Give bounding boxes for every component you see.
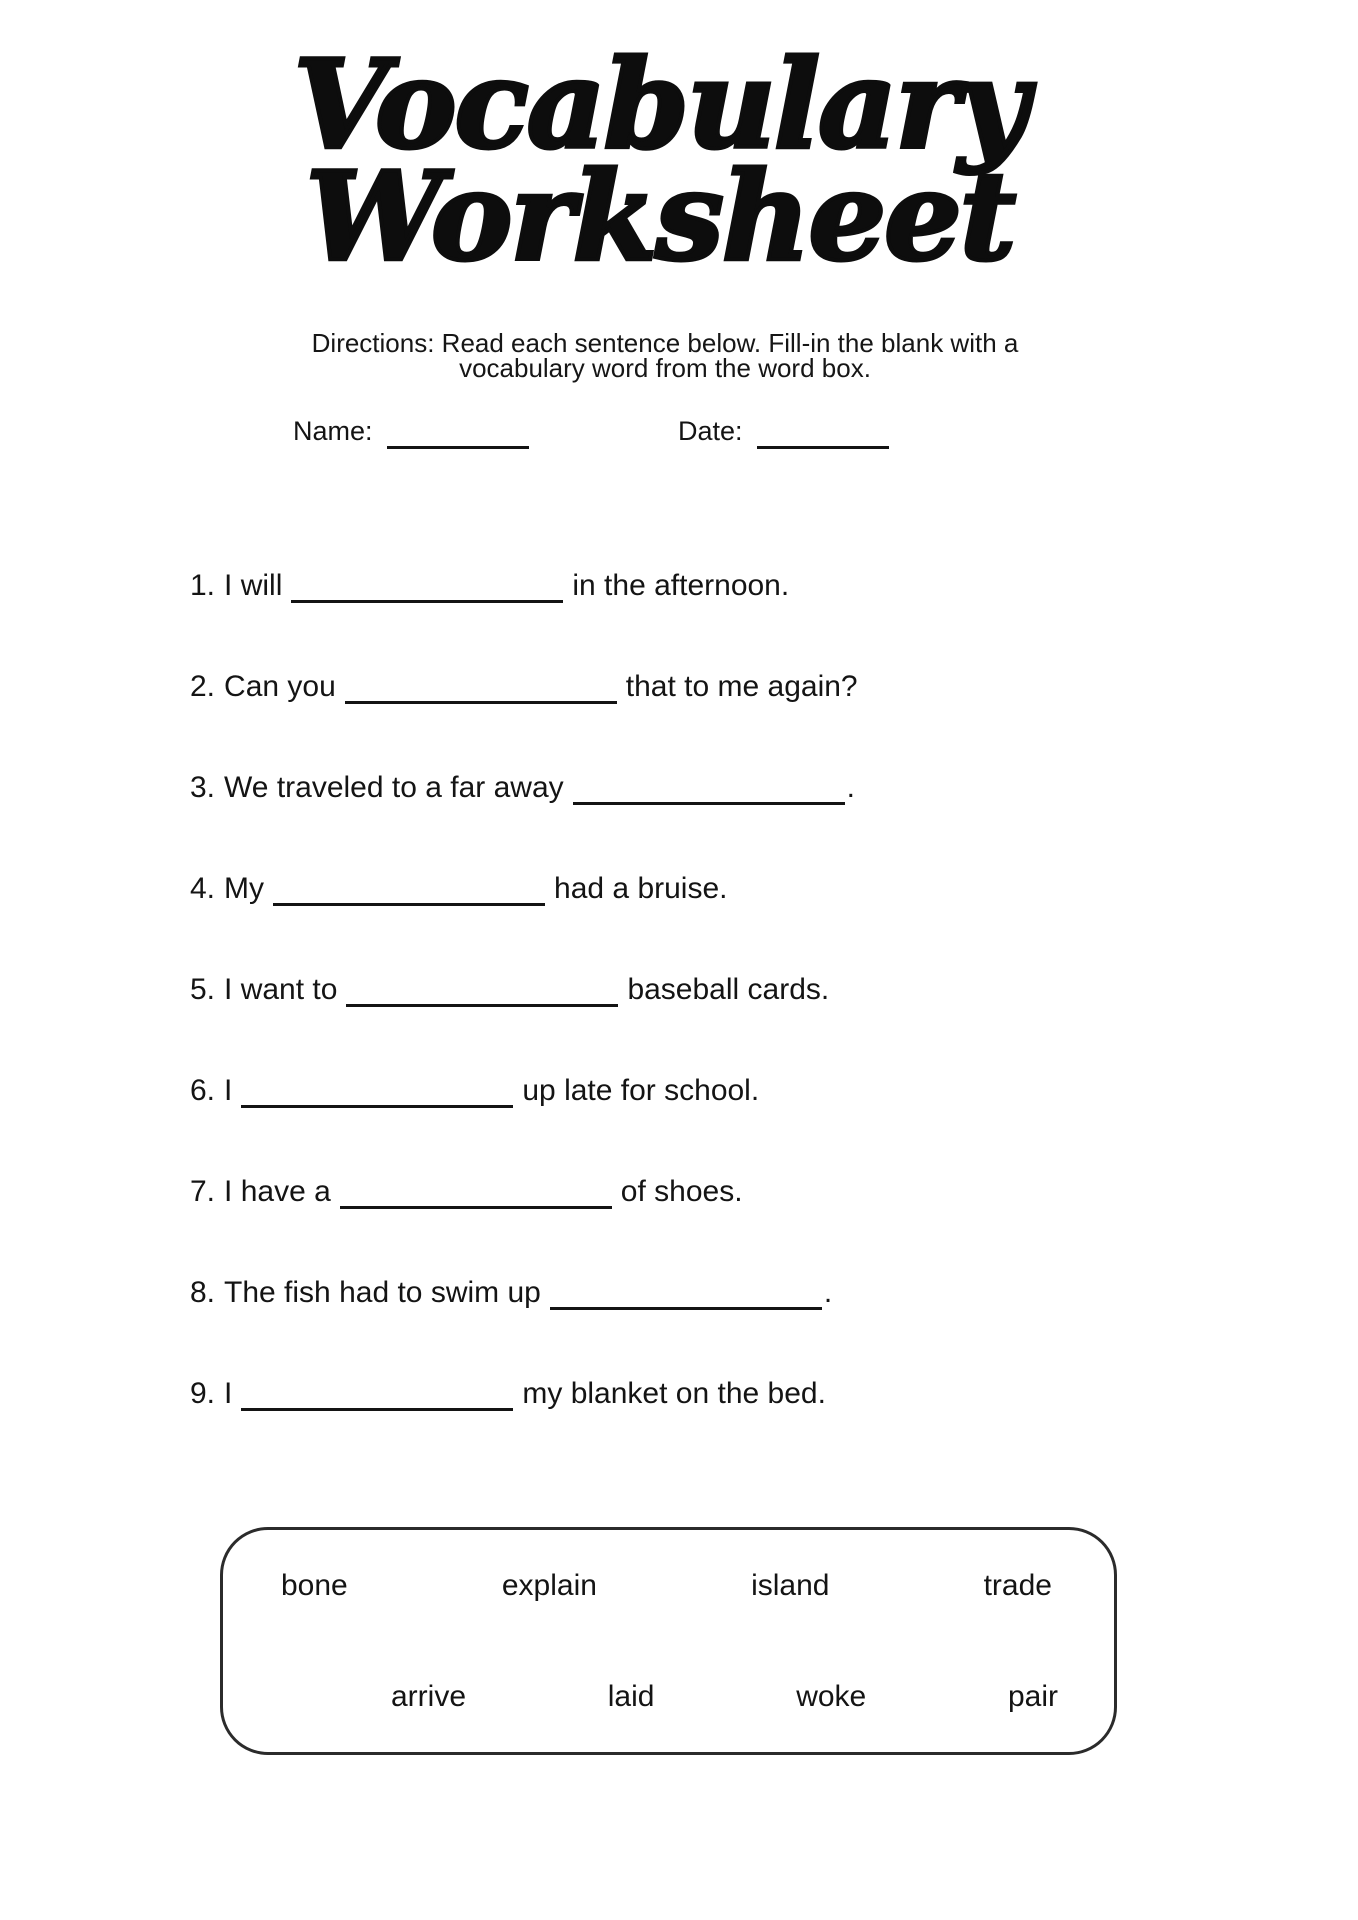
date-field — [678, 416, 889, 449]
sentence-list — [190, 535, 1338, 1444]
sentence-text-before: My — [224, 871, 265, 905]
word-box-row-1 — [223, 1530, 1114, 1641]
sentence-number: 4. — [190, 871, 216, 905]
sentence-row-6 — [190, 1040, 1338, 1141]
name-label: Name: — [293, 416, 373, 446]
sentence-number: 3. — [190, 770, 216, 804]
directions-line-1: Directions: Read each sentence below. Fill-in the blank with a — [311, 328, 1019, 358]
date-label: Date: — [678, 416, 743, 446]
title-line-1: Vocabulary — [293, 32, 1027, 176]
meta-row — [0, 416, 1358, 466]
word-woke: woke — [796, 1679, 867, 1713]
sentence-text-before: I — [224, 1073, 233, 1107]
sentence-text-after: up late for school. — [522, 1073, 760, 1107]
word-trade: trade — [983, 1568, 1052, 1602]
word-explain: explain — [501, 1568, 597, 1602]
directions-line-2: vocabulary word from the word box. — [459, 353, 871, 383]
sentence-text-after: had a bruise. — [554, 871, 728, 905]
sentence-text-after: . — [846, 770, 855, 804]
sentence-number: 1. — [190, 568, 216, 602]
sentence-row-7 — [190, 1141, 1338, 1242]
sentence-text-after: . — [823, 1275, 833, 1309]
word-island: island — [751, 1568, 830, 1602]
worksheet-title — [0, 32, 1320, 288]
sentence-row-9 — [190, 1343, 1338, 1444]
sentence-blank-line[interactable] — [241, 1376, 513, 1411]
word-box-row-2 — [223, 1641, 1114, 1752]
sentence-blank-line[interactable] — [573, 770, 845, 805]
sentence-text-before: Can you — [224, 669, 336, 703]
sentence-blank-line[interactable] — [241, 1073, 513, 1108]
sentence-text-after: baseball cards. — [627, 972, 830, 1006]
word-bone: bone — [281, 1568, 348, 1602]
sentence-number: 8. — [190, 1275, 216, 1309]
word-pair: pair — [1007, 1679, 1058, 1713]
sentence-row-5 — [190, 939, 1338, 1040]
sentence-blank-line[interactable] — [291, 568, 563, 603]
sentence-blank-line[interactable] — [273, 871, 545, 906]
sentence-number: 7. — [190, 1174, 216, 1208]
sentence-text-after: that to me again? — [625, 669, 858, 703]
name-field — [293, 416, 529, 449]
sentence-text-after: in the afternoon. — [572, 568, 790, 602]
word-box — [220, 1527, 1117, 1755]
sentence-text-before: I will — [224, 568, 283, 602]
sentence-number: 2. — [190, 669, 216, 703]
sentence-text-before: We traveled to a far away — [224, 770, 564, 804]
sentence-text-after: my blanket on the bed. — [522, 1376, 826, 1410]
sentence-number: 5. — [190, 972, 216, 1006]
sentence-text-before: I want to — [224, 972, 338, 1006]
name-blank-line[interactable] — [387, 445, 529, 449]
sentence-row-3 — [190, 737, 1338, 838]
title-line-2: Worksheet — [305, 144, 1015, 288]
sentence-text-before: The fish had to swim up — [224, 1275, 541, 1309]
sentence-row-4 — [190, 838, 1338, 939]
sentence-row-2 — [190, 636, 1338, 737]
sentence-row-8 — [190, 1242, 1338, 1343]
sentence-blank-line[interactable] — [340, 1174, 612, 1209]
sentence-text-before: I have a — [224, 1174, 331, 1208]
sentence-blank-line[interactable] — [550, 1275, 822, 1310]
sentence-text-before: I — [224, 1376, 233, 1410]
directions-text — [0, 328, 1330, 383]
sentence-row-1 — [190, 535, 1338, 636]
sentence-blank-line[interactable] — [346, 972, 618, 1007]
sentence-blank-line[interactable] — [345, 669, 617, 704]
sentence-number: 9. — [190, 1376, 216, 1410]
word-arrive: arrive — [391, 1679, 467, 1713]
date-blank-line[interactable] — [757, 445, 889, 449]
sentence-number: 6. — [190, 1073, 216, 1107]
sentence-text-after: of shoes. — [620, 1174, 743, 1208]
word-laid: laid — [607, 1679, 655, 1713]
